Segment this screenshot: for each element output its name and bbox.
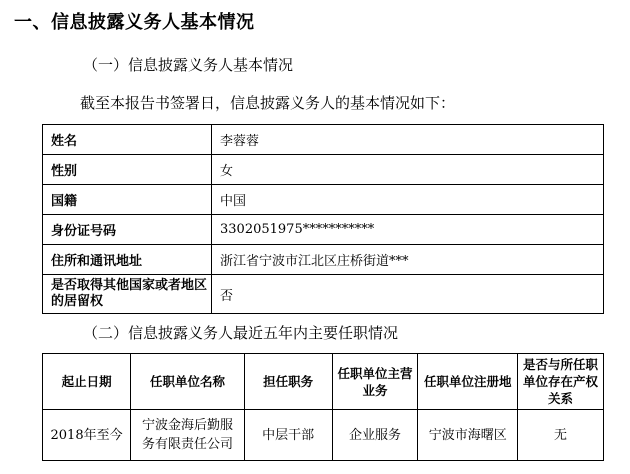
section-heading: 一、信息披露义务人基本情况 bbox=[14, 12, 255, 33]
basic-info-table bbox=[42, 124, 604, 314]
cell-period: 2018年至今 bbox=[43, 410, 131, 461]
column-header: 起止日期 bbox=[43, 354, 131, 410]
row-value: 否 bbox=[212, 275, 604, 314]
table-row bbox=[43, 155, 604, 185]
row-key: 国籍 bbox=[43, 185, 212, 215]
table-row bbox=[43, 275, 604, 314]
cell-equity-relation: 无 bbox=[518, 410, 604, 461]
row-value: 李蓉蓉 bbox=[212, 125, 604, 155]
cell-position: 中层干部 bbox=[244, 410, 332, 461]
column-header: 是否与所任职单位存在产权关系 bbox=[518, 354, 604, 410]
row-key: 是否取得其他国家或者地区的居留权 bbox=[43, 275, 212, 314]
row-value: 3302051975*********** bbox=[212, 215, 604, 245]
table-row bbox=[43, 215, 604, 245]
intro-paragraph: 截至本报告书签署日，信息披露义务人的基本情况如下： bbox=[80, 94, 456, 112]
table-header-row bbox=[43, 354, 604, 410]
subsection-title-2: （二）信息披露义务人最近五年内主要任职情况 bbox=[83, 324, 399, 342]
row-key: 性别 bbox=[43, 155, 212, 185]
cell-business: 企业服务 bbox=[332, 410, 418, 461]
column-header: 任职单位名称 bbox=[131, 354, 245, 410]
row-key: 身份证号码 bbox=[43, 215, 212, 245]
subsection-title-1: （一）信息披露义务人基本情况 bbox=[83, 56, 294, 74]
table-row bbox=[43, 185, 604, 215]
table-row bbox=[43, 410, 604, 461]
table-row bbox=[43, 125, 604, 155]
row-key: 住所和通讯地址 bbox=[43, 245, 212, 275]
row-value: 浙江省宁波市江北区庄桥街道*** bbox=[212, 245, 604, 275]
column-header: 任职单位主营业务 bbox=[332, 354, 418, 410]
employment-table bbox=[42, 353, 604, 461]
cell-registered-place: 宁波市海曙区 bbox=[418, 410, 518, 461]
column-header: 任职单位注册地 bbox=[418, 354, 518, 410]
cell-employer: 宁波金海后勤服务有限责任公司 bbox=[131, 410, 245, 461]
table-row bbox=[43, 245, 604, 275]
row-key: 姓名 bbox=[43, 125, 212, 155]
column-header: 担任职务 bbox=[244, 354, 332, 410]
row-value: 中国 bbox=[212, 185, 604, 215]
row-value: 女 bbox=[212, 155, 604, 185]
